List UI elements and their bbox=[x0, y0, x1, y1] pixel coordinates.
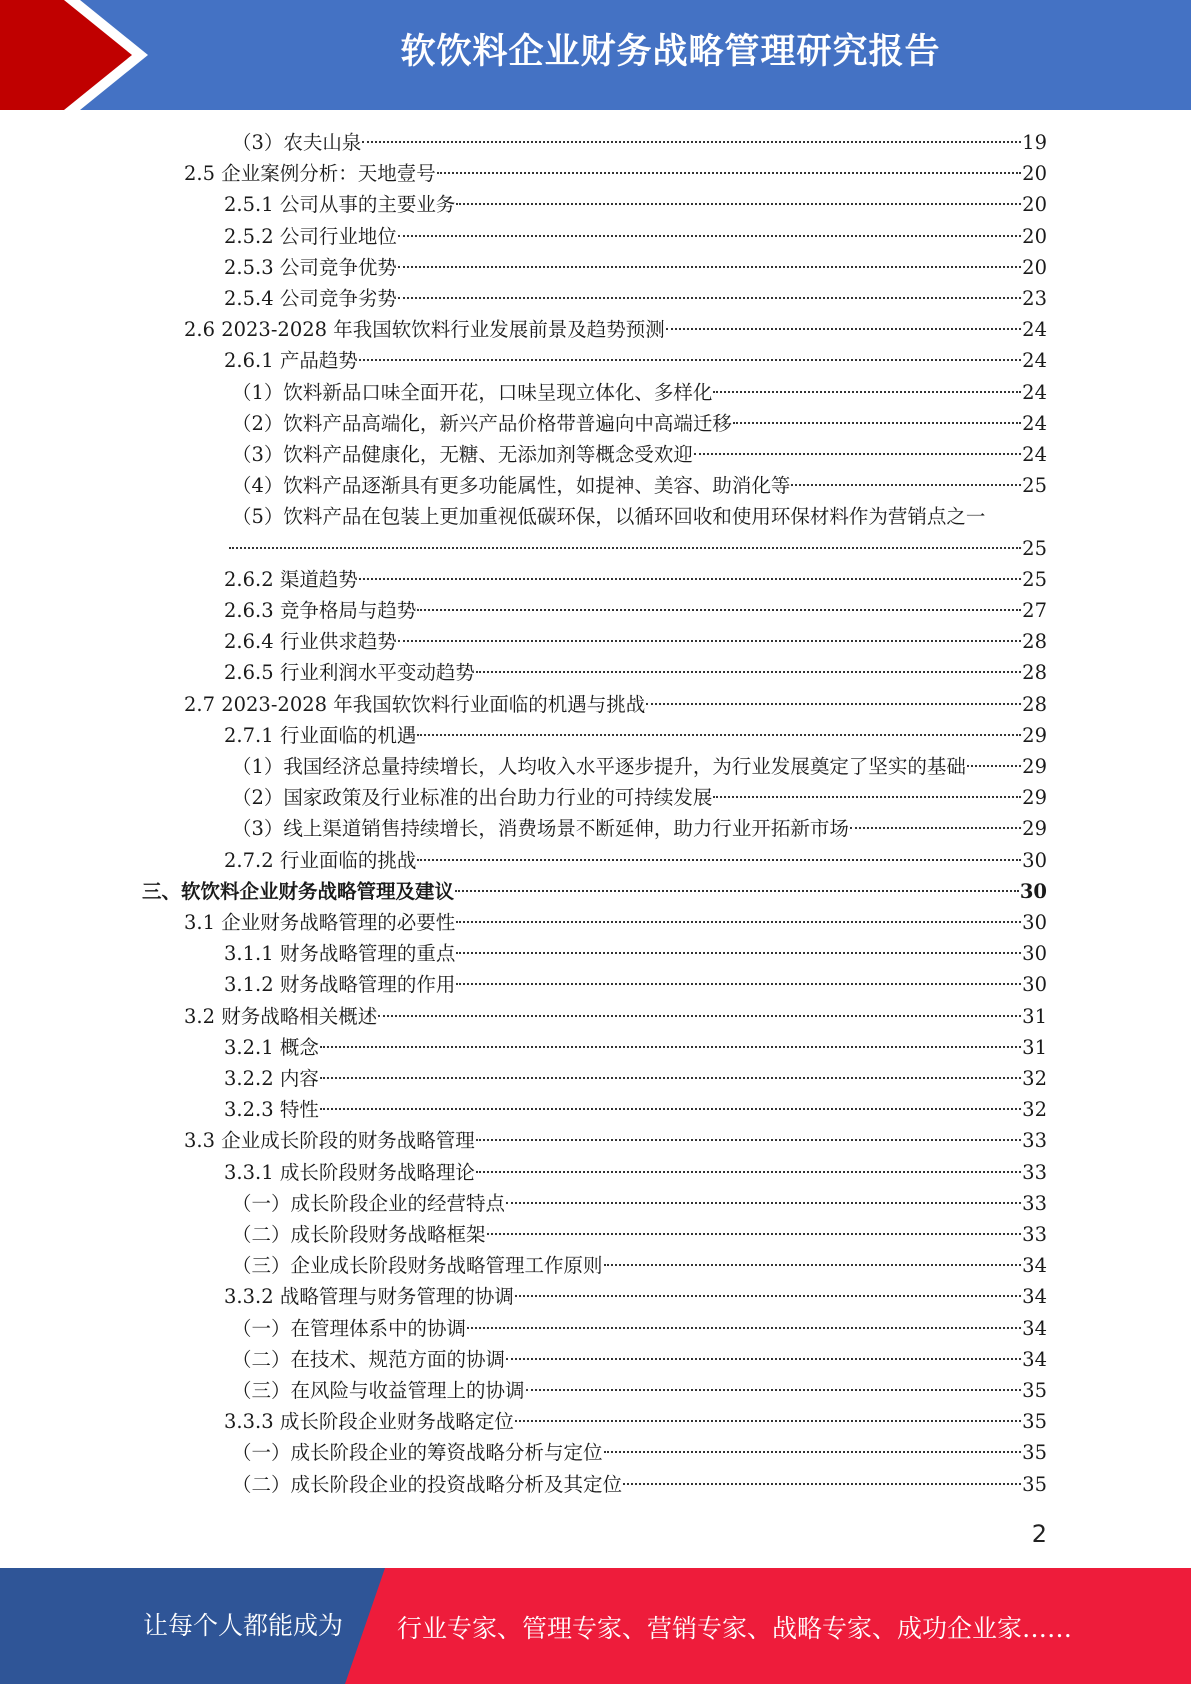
toc-page-number: 31 bbox=[1022, 1035, 1047, 1059]
toc-leader-dots bbox=[604, 1451, 1022, 1453]
toc-leader-dots bbox=[456, 983, 1021, 985]
toc-entry-title: 3.1.2 财务战略管理的作用 bbox=[224, 973, 456, 997]
toc-entry[interactable] bbox=[232, 782, 1047, 813]
toc-entry-title: 2.7.2 行业面临的挑战 bbox=[224, 848, 417, 872]
toc-entry[interactable] bbox=[224, 1157, 1047, 1188]
toc-entry-title: 3.2 财务战略相关概述 bbox=[184, 1004, 378, 1028]
toc-page-number: 29 bbox=[1022, 723, 1047, 747]
toc-page-number: 25 bbox=[1022, 474, 1047, 498]
toc-entry[interactable] bbox=[224, 938, 1047, 969]
toc-page-number: 27 bbox=[1022, 599, 1047, 622]
toc-entry[interactable] bbox=[232, 1469, 1047, 1500]
toc-leader-dots bbox=[378, 1015, 1021, 1017]
page-number: 2 bbox=[1031, 1520, 1047, 1548]
toc-entry-title: 2.5.4 公司竞争劣势 bbox=[224, 287, 397, 310]
toc-entry-title: 三、软饮料企业财务战略管理及建议 bbox=[142, 879, 455, 903]
toc-entry-title: 3.1.1 财务战略管理的重点 bbox=[224, 942, 456, 966]
toc-entry[interactable] bbox=[224, 1063, 1047, 1094]
toc-leader-dots bbox=[476, 671, 1021, 673]
toc-page-number: 33 bbox=[1022, 1129, 1047, 1153]
toc-page-number: 29 bbox=[1022, 786, 1047, 810]
toc-entry-title: （4）饮料产品逐渐具有更多功能属性，如提神、美容、助消化等 bbox=[232, 474, 791, 498]
toc-leader-dots bbox=[467, 1327, 1021, 1329]
toc-page-number: 28 bbox=[1022, 630, 1047, 654]
toc-page-number: 33 bbox=[1022, 1160, 1047, 1184]
toc-entry-continuation[interactable] bbox=[228, 533, 1047, 564]
toc-entry[interactable] bbox=[184, 907, 1047, 938]
toc-leader-dots bbox=[398, 297, 1021, 299]
toc-entry-title: （一）在管理体系中的协调 bbox=[232, 1316, 467, 1340]
toc-entry-title: （三）在风险与收益管理上的协调 bbox=[232, 1379, 525, 1402]
toc-page-number: 33 bbox=[1022, 1191, 1047, 1215]
toc-leader-dots bbox=[320, 1077, 1021, 1079]
toc-leader-dots bbox=[515, 1420, 1021, 1422]
toc-page-number: 24 bbox=[1022, 443, 1047, 466]
toc-entry[interactable] bbox=[224, 221, 1047, 252]
toc-page-number: 35 bbox=[1022, 1441, 1047, 1465]
footer-slogan-right: 行业专家、管理专家、营销专家、战略专家、成功企业家…… bbox=[397, 1614, 1073, 1643]
toc-page-number: 30 bbox=[1022, 911, 1047, 934]
toc-page-number: 20 bbox=[1022, 255, 1047, 279]
toc-entry[interactable] bbox=[232, 1375, 1047, 1406]
toc-page-number: 24 bbox=[1022, 349, 1047, 373]
toc-entry-title: 3.1 企业财务战略管理的必要性 bbox=[184, 911, 456, 934]
toc-entry[interactable] bbox=[232, 1344, 1047, 1375]
toc-page-number: 30 bbox=[1022, 942, 1047, 966]
toc-entry[interactable] bbox=[224, 969, 1047, 1000]
toc-page-number: 35 bbox=[1022, 1472, 1047, 1496]
toc-leader-dots bbox=[359, 359, 1021, 361]
toc-leader-dots bbox=[713, 796, 1021, 798]
toc-entry-title: （一）成长阶段企业的筹资战略分析与定位 bbox=[232, 1441, 603, 1465]
toc-page-number: 32 bbox=[1022, 1067, 1047, 1090]
toc-entry[interactable] bbox=[224, 252, 1047, 283]
toc-entry[interactable] bbox=[232, 439, 1047, 470]
toc-leader-dots bbox=[850, 827, 1021, 829]
toc-entry-title: 2.7.1 行业面临的机遇 bbox=[224, 723, 417, 747]
toc-entry[interactable] bbox=[224, 1406, 1047, 1437]
toc-entry-title: （2）饮料产品高端化，新兴产品价格带普遍向中高端迁移 bbox=[232, 411, 732, 435]
toc-leader-dots bbox=[694, 453, 1021, 455]
toc-leader-dots bbox=[398, 235, 1021, 237]
toc-entry[interactable] bbox=[224, 657, 1047, 688]
toc-page-number: 24 bbox=[1022, 380, 1047, 404]
toc-entry-title: （3）线上渠道销售持续增长，消费场景不断延伸，助力行业开拓新市场 bbox=[232, 817, 849, 841]
toc-entry[interactable] bbox=[232, 1313, 1047, 1344]
toc-entry-title: （2）国家政策及行业标准的出台助力行业的可持续发展 bbox=[232, 786, 713, 810]
toc-leader-dots bbox=[398, 266, 1021, 268]
toc-entry-title: （1）饮料新品口味全面开花，口味呈现立体化、多样化 bbox=[232, 380, 713, 404]
toc-entry-title: 2.6.5 行业利润水平变动趋势 bbox=[224, 661, 475, 685]
toc-entry-title: 2.5 企业案例分析：天地壹号 bbox=[184, 162, 436, 186]
toc-leader-dots bbox=[604, 1264, 1022, 1266]
toc-page-number: 34 bbox=[1022, 1347, 1047, 1371]
toc-leader-dots bbox=[623, 1483, 1021, 1485]
toc-entry-title: 3.3.1 成长阶段财务战略理论 bbox=[224, 1160, 475, 1184]
toc-leader-dots bbox=[320, 1108, 1021, 1110]
toc-entry[interactable] bbox=[224, 189, 1047, 220]
toc-entry[interactable] bbox=[232, 127, 1047, 158]
toc-entry-title: 2.6.4 行业供求趋势 bbox=[224, 630, 397, 654]
toc-page-number: 20 bbox=[1022, 224, 1047, 248]
toc-entry-title: （一）成长阶段企业的经营特点 bbox=[232, 1191, 506, 1215]
toc-page-number: 30 bbox=[1022, 973, 1047, 997]
toc-entry-title: 3.2.1 概念 bbox=[224, 1035, 319, 1059]
toc-entry[interactable] bbox=[232, 470, 1047, 501]
toc-entry-title: 2.6.2 渠道趋势 bbox=[224, 567, 358, 591]
toc-entry[interactable] bbox=[224, 720, 1047, 751]
toc-entry[interactable] bbox=[232, 751, 1047, 782]
toc-entry[interactable] bbox=[184, 1001, 1047, 1032]
page-header bbox=[0, 0, 1191, 110]
toc-entry-title: （1）我国经济总量持续增长，人均收入水平逐步提升，为行业发展奠定了坚实的基础 bbox=[232, 755, 966, 778]
toc-page-number: 32 bbox=[1022, 1098, 1047, 1122]
toc-leader-dots bbox=[967, 765, 1021, 767]
toc-page-number: 23 bbox=[1022, 287, 1047, 310]
toc-entry-title: 3.3.3 成长阶段企业财务战略定位 bbox=[224, 1410, 514, 1434]
toc-page-number: 25 bbox=[1022, 536, 1047, 560]
toc-entry[interactable] bbox=[224, 1281, 1047, 1312]
toc-leader-dots bbox=[646, 703, 1021, 705]
toc-page-number: 31 bbox=[1022, 1004, 1047, 1028]
toc-leader-dots bbox=[398, 640, 1021, 642]
toc-leader-dots bbox=[455, 890, 1019, 892]
toc-entry-title: （3）农夫山泉 bbox=[232, 131, 362, 154]
toc-entry-title: （三）企业成长阶段财务战略管理工作原则 bbox=[232, 1254, 603, 1278]
toc-page-number: 29 bbox=[1022, 817, 1047, 841]
toc-leader-dots bbox=[417, 609, 1021, 611]
toc-entry[interactable] bbox=[184, 158, 1047, 189]
toc-page-number: 34 bbox=[1022, 1254, 1047, 1278]
toc-entry[interactable] bbox=[224, 283, 1047, 314]
toc-entry-title: 3.3.2 战略管理与财务管理的协调 bbox=[224, 1285, 514, 1309]
toc-entry-title: 2.6.3 竞争格局与趋势 bbox=[224, 599, 417, 622]
toc-entry[interactable] bbox=[224, 345, 1047, 376]
toc-entry-title: 2.5.1 公司从事的主要业务 bbox=[224, 193, 456, 217]
toc-entry[interactable] bbox=[232, 1250, 1047, 1281]
toc-entry-title: （3）饮料产品健康化，无糖、无添加剂等概念受欢迎 bbox=[232, 443, 693, 466]
toc-page-number: 20 bbox=[1022, 193, 1047, 217]
toc-leader-dots bbox=[487, 1233, 1022, 1235]
toc-page-number: 24 bbox=[1022, 318, 1047, 342]
toc-page-number: 28 bbox=[1022, 661, 1047, 685]
toc-entry-title: 2.5.3 公司竞争优势 bbox=[224, 255, 397, 279]
toc-leader-dots bbox=[456, 921, 1021, 923]
toc-leader-dots bbox=[733, 422, 1021, 424]
toc-entry[interactable] bbox=[224, 564, 1047, 595]
document-title: 软饮料企业财务战略管理研究报告 bbox=[400, 32, 941, 72]
toc-leader-dots bbox=[359, 578, 1021, 580]
toc-entry-title: 2.6 2023-2028 年我国软饮料行业发展前景及趋势预测 bbox=[184, 318, 665, 342]
toc-page-number: 25 bbox=[1022, 567, 1047, 591]
toc-entry[interactable] bbox=[232, 377, 1047, 408]
toc-page-number: 34 bbox=[1022, 1316, 1047, 1340]
toc-leader-dots bbox=[456, 952, 1021, 954]
toc-leader-dots bbox=[437, 172, 1021, 174]
toc-entry[interactable] bbox=[184, 689, 1047, 720]
toc-leader-dots bbox=[362, 141, 1021, 143]
toc-page-number: 29 bbox=[1022, 755, 1047, 778]
toc-page-number: 35 bbox=[1022, 1410, 1047, 1434]
toc-entry-title: （二）在技术、规范方面的协调 bbox=[232, 1347, 506, 1371]
toc-page-number: 30 bbox=[1019, 879, 1047, 903]
toc-leader-dots bbox=[229, 547, 1021, 549]
toc-entry[interactable] bbox=[224, 1032, 1047, 1063]
toc-page-number: 19 bbox=[1022, 131, 1047, 154]
toc-leader-dots bbox=[506, 1202, 1021, 1204]
toc-entry[interactable] bbox=[184, 1125, 1047, 1156]
toc-page-number: 24 bbox=[1022, 411, 1047, 435]
toc-page-number: 33 bbox=[1022, 1223, 1047, 1246]
toc-entry[interactable] bbox=[232, 1188, 1047, 1219]
toc-page-number: 28 bbox=[1022, 692, 1047, 716]
toc-entry-title: 3.2.2 内容 bbox=[224, 1067, 319, 1090]
toc-entry[interactable] bbox=[232, 813, 1047, 844]
toc-entry[interactable] bbox=[232, 1437, 1047, 1468]
toc-entry-title: 2.7 2023-2028 年我国软饮料行业面临的机遇与挑战 bbox=[184, 692, 646, 716]
toc-entry-title: 3.2.3 特性 bbox=[224, 1098, 319, 1122]
toc-leader-dots bbox=[417, 859, 1021, 861]
toc-page-number: 35 bbox=[1022, 1379, 1047, 1402]
toc-leader-dots bbox=[506, 1358, 1021, 1360]
toc-entry-title: 2.6.1 产品趋势 bbox=[224, 349, 358, 373]
toc-entry[interactable] bbox=[232, 1219, 1047, 1250]
toc-entry-title: （二）成长阶段财务战略框架 bbox=[232, 1223, 486, 1246]
toc-entry[interactable] bbox=[224, 845, 1047, 876]
toc-leader-dots bbox=[713, 391, 1021, 393]
toc-entry[interactable] bbox=[224, 1094, 1047, 1125]
toc-leader-dots bbox=[666, 328, 1021, 330]
toc-entry[interactable] bbox=[184, 314, 1047, 345]
toc-entry[interactable] bbox=[224, 595, 1047, 626]
toc-entry[interactable] bbox=[232, 408, 1047, 439]
toc-leader-dots bbox=[476, 1171, 1021, 1173]
toc-entry[interactable] bbox=[142, 876, 1047, 907]
page-footer bbox=[0, 1568, 1191, 1684]
footer-slogan-left: 让每个人都能成为 bbox=[143, 1611, 344, 1640]
toc-entry-title: （二）成长阶段企业的投资战略分析及其定位 bbox=[232, 1472, 623, 1496]
toc-leader-dots bbox=[791, 484, 1021, 486]
toc-entry-title: 3.3 企业成长阶段的财务战略管理 bbox=[184, 1129, 475, 1153]
toc-leader-dots bbox=[515, 1295, 1021, 1297]
toc-page-number: 20 bbox=[1022, 162, 1047, 186]
toc-leader-dots bbox=[320, 1046, 1021, 1048]
toc-leader-dots bbox=[417, 734, 1021, 736]
toc-entry-title: 2.5.2 公司行业地位 bbox=[224, 224, 397, 248]
toc-page-number: 34 bbox=[1022, 1285, 1047, 1309]
toc-leader-dots bbox=[526, 1389, 1022, 1391]
toc-leader-dots bbox=[476, 1139, 1021, 1141]
toc-leader-dots bbox=[456, 203, 1021, 205]
toc-page-number: 30 bbox=[1022, 848, 1047, 872]
toc-entry-text[interactable]: （5）饮料产品在包装上更加重视低碳环保，以循环回收和使用环保材料作为营销点之一 bbox=[232, 505, 986, 529]
toc-entry[interactable] bbox=[224, 626, 1047, 657]
